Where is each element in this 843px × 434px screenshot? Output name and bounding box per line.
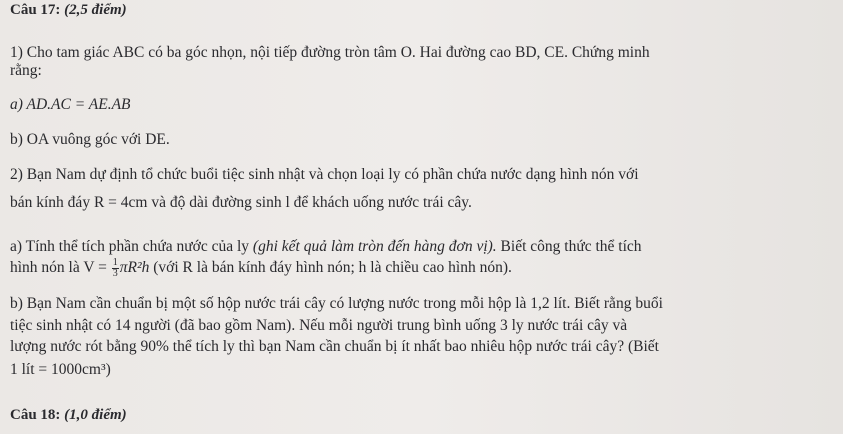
q17-heading-points: (2,5 điểm) [64,2,127,18]
q17-part2a-line1 [10,238,642,256]
q17-part2a-text-start: a) Tính thể tích phần chứa nước của ly [10,238,253,255]
fraction-denominator: 3 [112,268,118,279]
q17-part1b: b) OA vuông góc với DE. [10,131,170,148]
q17-part2-line2: bán kính đáy R = 4cm và độ dài đường sinh l để khách uống nước trái cây. [10,194,472,211]
q17-heading-label: Câu 17: [10,2,61,18]
q17-part1-line1: 1) Cho tam giác ABC có ba góc nhọn, nội tiếp đường tròn tâm O. Hai đường cao BD, CE. Chứng minh [10,44,650,61]
q17-part2a-formula-start: hình nón là V = [10,259,111,277]
q18-heading-label: Câu 18: [10,407,61,423]
q17-part1a: a) AD.AC = AE.AB [10,96,131,113]
q17-part2a-text-end: Biết công thức thể tích [496,238,642,255]
q17-part2b-line1: b) Bạn Nam cần chuẩn bị một số hộp nước trái cây có lượng nước trong mỗi hộp là 1,2 lít. Biết rằng buổi [10,295,663,312]
fraction-one-third [112,258,119,279]
q18-heading-points: (1,0 điểm) [64,407,127,423]
q17-part2-line1: 2) Bạn Nam dự định tổ chức buổi tiệc sinh nhật và chọn loại ly có phần chứa nước dạng hình nón với [10,166,639,183]
q17-heading [10,1,127,19]
q17-part2b-line3: lượng nước rót bằng 90% thể tích ly thì bạn Nam cần chuẩn bị ít nhất bao nhiêu hộp nước trái cây? (Biết [10,338,659,355]
q17-part2a-rounding-note: (ghi kết quả làm tròn đến hàng đơn vị). [252,238,497,255]
fraction-numerator: 1 [112,257,118,268]
q17-part2b-line4: 1 lít = 1000cm³) [10,361,111,378]
q17-part2a-formula-end: (với R là bán kính đáy hình nón; h là chiều cao hình nón). [149,259,512,277]
q17-part2b-line2: tiệc sinh nhật có 14 người (đã bao gồm Nam). Nếu mỗi người trung bình uống 3 ly nước trái cây và [10,317,628,334]
q17-part1-line2: rằng: [10,62,42,79]
q17-part2a-formula: πR²h [119,259,150,277]
q18-heading [10,406,127,424]
q17-part2a-line2 [10,258,512,279]
